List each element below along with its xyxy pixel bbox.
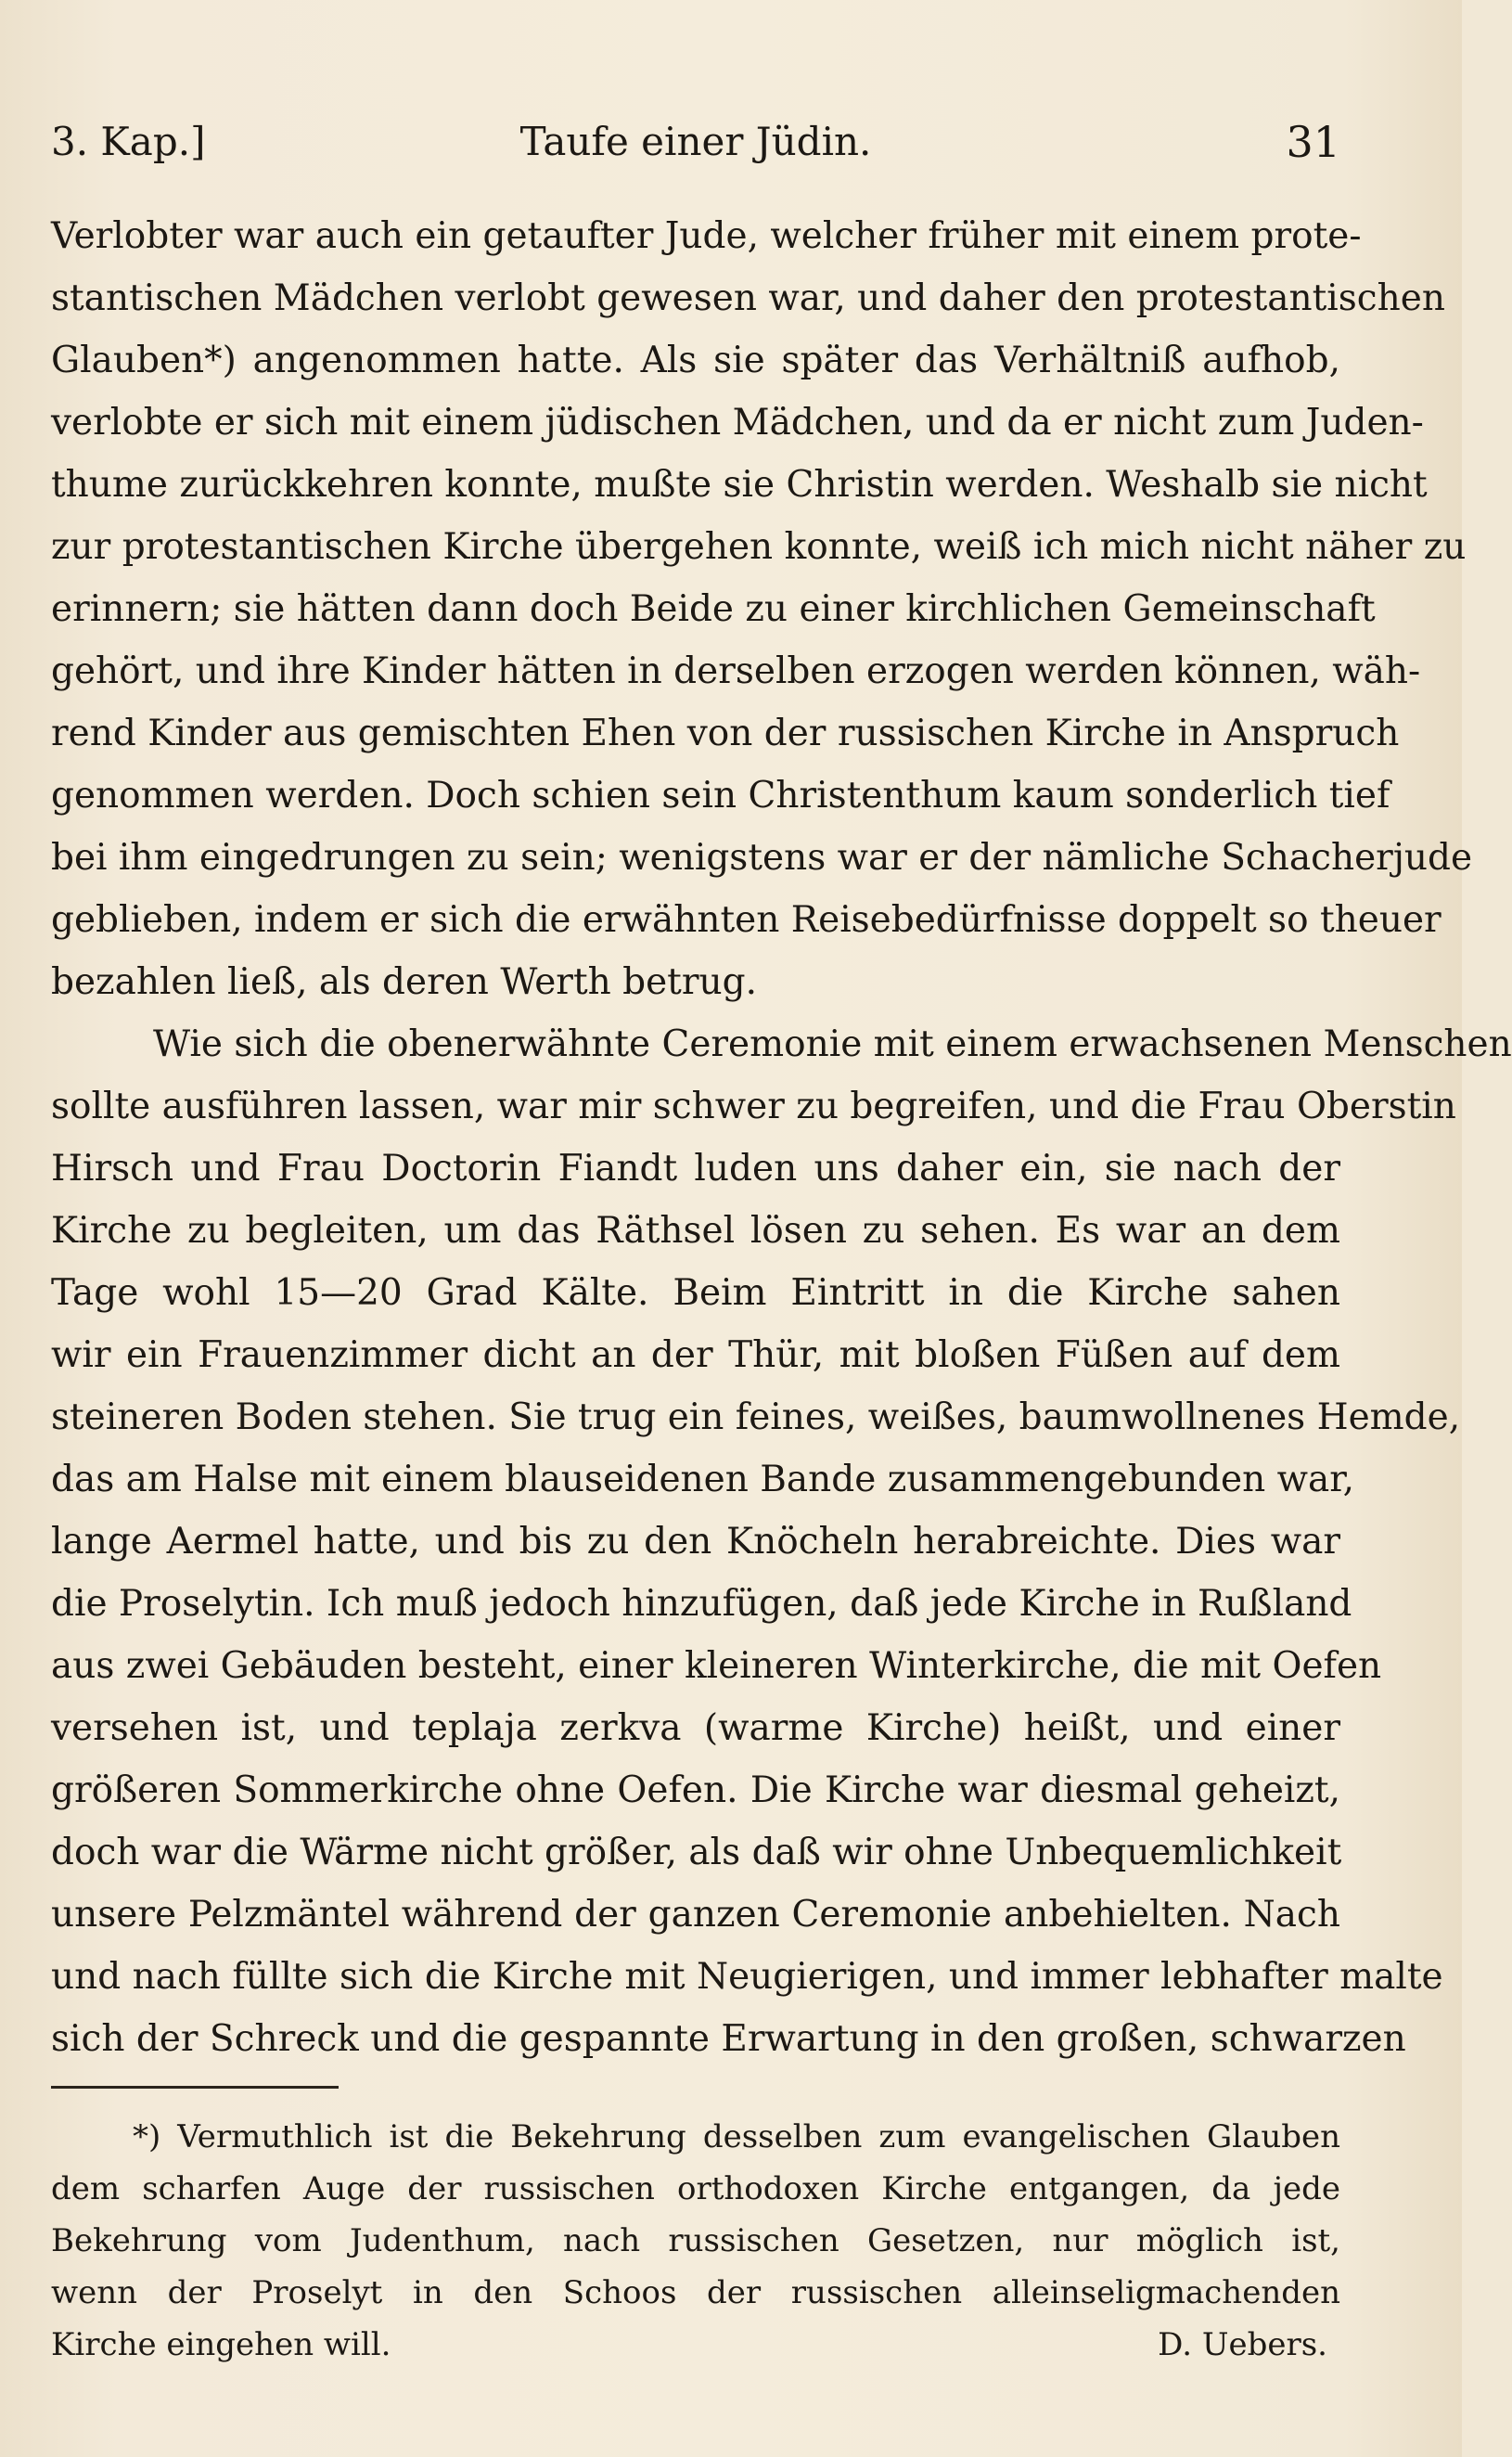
- text-line: zur protestantischen Kirche übergehen konnte, weiß ich mich nicht näher zu: [51, 526, 1467, 568]
- text-line: lange Aermel hatte, und bis zu den Knöcheln herabreichte. Dies war: [51, 1521, 1340, 1563]
- text-line: gehört, und ihre Kinder hätten in derselben erzogen werden können, wäh-: [51, 650, 1421, 692]
- text-line: unsere Pelzmäntel während der ganzen Ceremonie anbehielten. Nach: [51, 1894, 1340, 1936]
- text-line: erinnern; sie hätten dann doch Beide zu einer kirchlichen Gemeinschaft: [51, 588, 1376, 630]
- footnote-line: Bekehrung vom Judenthum, nach russischen Gesetzen, nur möglich ist,: [51, 2222, 1340, 2259]
- text-line: rend Kinder aus gemischten Ehen von der russischen Kirche in Anspruch: [51, 713, 1400, 754]
- text-line: das am Halse mit einem blauseidenen Bande zusammengebunden war,: [51, 1459, 1355, 1500]
- footnote-last-row: [51, 2319, 1340, 2371]
- text-line: sollte ausführen lassen, war mir schwer zu begreifen, und die Frau Oberstin: [51, 1086, 1456, 1127]
- text-line: Glauben*) angenommen hatte. Als sie später das Verhältniß aufhob,: [51, 340, 1340, 381]
- text-line: die Proselytin. Ich muß jedoch hinzufügen, daß jede Kirche in Rußland: [51, 1583, 1352, 1625]
- text-line: bei ihm eingedrungen zu sein; wenigstens war er der nämliche Schacherjude: [51, 837, 1473, 879]
- running-header: [51, 109, 1340, 174]
- text-line: sich der Schreck und die gespannte Erwartung in den großen, schwarzen: [51, 2018, 1406, 2060]
- chapter-label: 3. Kap.]: [51, 119, 206, 164]
- page-number: 31: [1286, 117, 1340, 167]
- body-text: [51, 205, 1512, 2070]
- text-line: versehen ist, und teplaja zerkva (warme Kirche) heißt, und einer: [51, 1707, 1340, 1749]
- footnote-separator: [51, 2086, 339, 2089]
- text-line: verlobte er sich mit einem jüdischen Mädchen, und da er nicht zum Juden-: [51, 402, 1424, 444]
- footnote-line: *) Vermuthlich ist die Bekehrung desselben zum evangelischen Glauben: [133, 2118, 1340, 2155]
- text-line: wir ein Frauenzimmer dicht an der Thür, mit bloßen Füßen auf dem: [51, 1334, 1340, 1376]
- translator-signature: D. Uebers.: [1158, 2326, 1327, 2363]
- text-line: doch war die Wärme nicht größer, als daß wir ohne Unbequemlichkeit: [51, 1832, 1342, 1873]
- running-title: Taufe einer Jüdin.: [519, 119, 872, 164]
- footnote-line: wenn der Proselyt in den Schoos der russischen alleinseligmachenden: [51, 2274, 1340, 2311]
- paragraph-end-line: bezahlen ließ, als deren Werth betrug.: [51, 961, 757, 1003]
- text-line: und nach füllte sich die Kirche mit Neugierigen, und immer lebhafter malte: [51, 1956, 1443, 1998]
- text-line: genommen werden. Doch schien sein Christenthum kaum sonderlich tief: [51, 775, 1390, 817]
- text-line: thume zurückkehren konnte, mußte sie Christin werden. Weshalb sie nicht: [51, 464, 1428, 506]
- text-line: Verlobter war auch ein getaufter Jude, welcher früher mit einem prote-: [51, 215, 1362, 257]
- paragraph-start-line: Wie sich die obenerwähnte Ceremonie mit einem erwachsenen Menschen: [153, 1023, 1512, 1065]
- footnote: [51, 2111, 1340, 2371]
- text-line: größeren Sommerkirche ohne Oefen. Die Kirche war diesmal geheizt,: [51, 1769, 1340, 1811]
- text-line: geblieben, indem er sich die erwähnten Reisebedürfnisse doppelt so theuer: [51, 899, 1442, 941]
- text-line: Hirsch und Frau Doctorin Fiandt luden uns daher ein, sie nach der: [51, 1148, 1340, 1190]
- text-line: Kirche zu begleiten, um das Räthsel lösen zu sehen. Es war an dem: [51, 1210, 1340, 1252]
- text-line: steineren Boden stehen. Sie trug ein feines, weißes, baumwollnenes Hemde,: [51, 1396, 1461, 1438]
- footnote-line: dem scharfen Auge der russischen orthodoxen Kirche entgangen, da jede: [51, 2170, 1340, 2207]
- text-line: stantischen Mädchen verlobt gewesen war, und daher den protestantischen: [51, 277, 1445, 319]
- footnote-line: Kirche eingehen will.: [51, 2326, 391, 2363]
- text-line: aus zwei Gebäuden besteht, einer kleineren Winterkirche, die mit Oefen: [51, 1645, 1382, 1687]
- text-line: Tage wohl 15—20 Grad Kälte. Beim Eintritt in die Kirche sahen: [51, 1272, 1340, 1314]
